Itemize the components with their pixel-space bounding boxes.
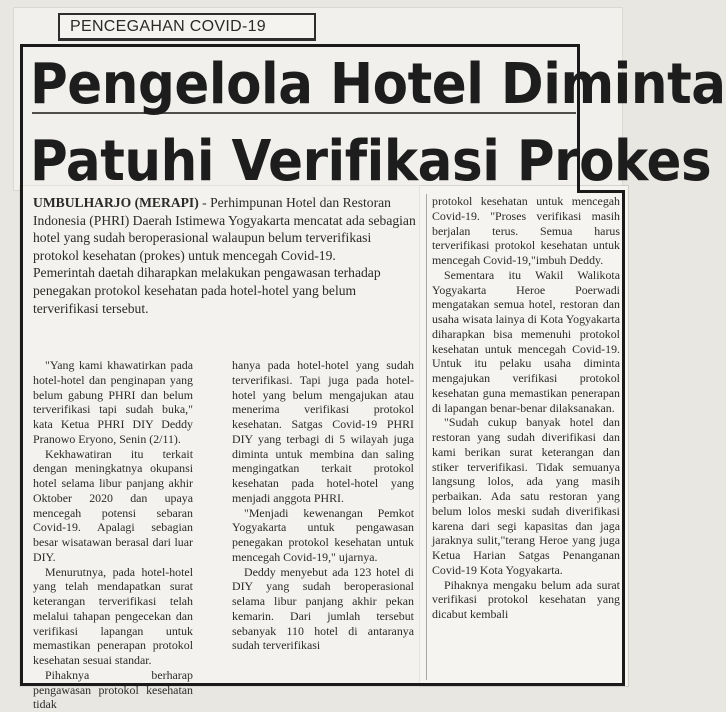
border-line (622, 190, 625, 686)
headline-line-2: Patuhi Verifikasi Prokes (30, 129, 712, 194)
rubric-label: PENCEGAHAN COVID-19 (58, 13, 316, 41)
paragraph: Menurutnya, pada hotel-hotel yang telah mendapatkan surat keterangan terverifikasi telah melalui tahapan pengecekan dan verifikasi lapangan untuk memastikan penerapan protokol kesehatan sesuai standar. (33, 564, 193, 667)
paragraph: protokol kesehatan untuk mencegah Covid-19. "Proses verifikasi masih berjalan terus. Semua harus terverifikasi protokol kesehatan untuk mencegah Covid-19,"imbuh Deddy. (432, 194, 620, 267)
border-line (426, 194, 427, 680)
border-line (20, 44, 580, 47)
article-column-3 (432, 194, 620, 622)
lead-paragraphs (33, 194, 417, 317)
paragraph: Pihaknya berharap pengawasan protokol kesehatan tidak (33, 667, 193, 712)
headline-line-1: Pengelola Hotel Diminta (30, 52, 726, 117)
paragraph: hanya pada hotel-hotel yang sudah terverifikasi. Tapi juga pada hotel-hotel yang belum mengajukan atau menerima verifikasi protokol kesehatan. Satgas Covid-19 PHRI DIY yang terbagi di 5 wilayah juga diminta untuk membina dan saling mengingatkan terkait protokol kesehatan pada hotel-hotel yang menjadi anggota PHRI. (232, 358, 414, 505)
paragraph: Kekhawatiran itu terkait dengan meningkatnya okupansi hotel selama libur panjang akhir Oktober 2020 dan upaya mencegah potensi sebaran Covid-19. Apalagi sebagian besar wisatawan berasal dari luar DIY. (33, 446, 193, 564)
article-column-2 (232, 358, 414, 653)
dateline: UMBULHARJO (MERAPI) (33, 195, 199, 210)
lead-paragraph-1: - Perhimpunan Hotel dan Restoran Indonesia (PHRI) Daerah Istimewa Yogyakarta mencatat ada sebagian hotel yang sudah beroperasional walaupun belum terverifikasi protokol kesehatan (prokes) untuk mencegah Covid-19. (33, 195, 416, 263)
lead-paragraph-2: Pemerintah daetah diharapkan melakukan pengawasan terhadap penegakan protokol kesehatan pada hotel-hotel yang belum terverifikasi tersebut. (33, 265, 381, 316)
paragraph: "Yang kami khawatirkan pada hotel-hotel dan penginapan yang belum gabung PHRI dan belum terverifikasi tapi sudah buka," kata Ketua PHRI DIY Deddy Pranowo Eryono, Senin (2/11). (33, 358, 193, 446)
paragraph: Sementara itu Wakil Walikota Yogyakarta Heroe Poerwadi mengatakan semua hotel, restoran dan usaha wisata lainya di Kota Yogyakarta diharapkan bisa memenuhi protokol kesehatan untuk mencegah Covid-19. Untuk itu pelaku usaha diminta mengajukan verifikasi protokol kesehatan guna memastikan penerapan di lapangan benar-benar dilaksanakan. (432, 267, 620, 415)
paragraph: Pihaknya mengaku belum ada surat verifikasi protokol kesehatan yang dicabut kembali (432, 577, 620, 621)
paragraph: "Menjadi kewenangan Pemkot Yogyakarta untuk pengawasan penegakan protokol kesehatan untuk mencegah Covid-19," ujarnya. (232, 505, 414, 564)
paragraph: "Sudah cukup banyak hotel dan restoran yang sudah diverifikasi dan kami berikan surat keterangan dan stiker terverifikasi. Tidak semuanya langsung lolos, ada yang masih perbaikan. Ada satu restoran yang belum lolos meski sudah diverifikasi karena dari segi kapasitas dan jaga jaraknya sulit,"terang Heroe yang juga Ketua Harian Satgas Penanganan Covid-19 Kota Yogyakarta. (432, 415, 620, 577)
border-line (20, 44, 23, 686)
article-column-1 (33, 358, 193, 712)
paragraph: Deddy menyebut ada 123 hotel di DIY yang sudah beroperasional selama libur panjang akhir pekan kemarin. Dari jumlah tersebut sebanyak 110 hotel di antaranya sudah terverifikasi (232, 564, 414, 653)
